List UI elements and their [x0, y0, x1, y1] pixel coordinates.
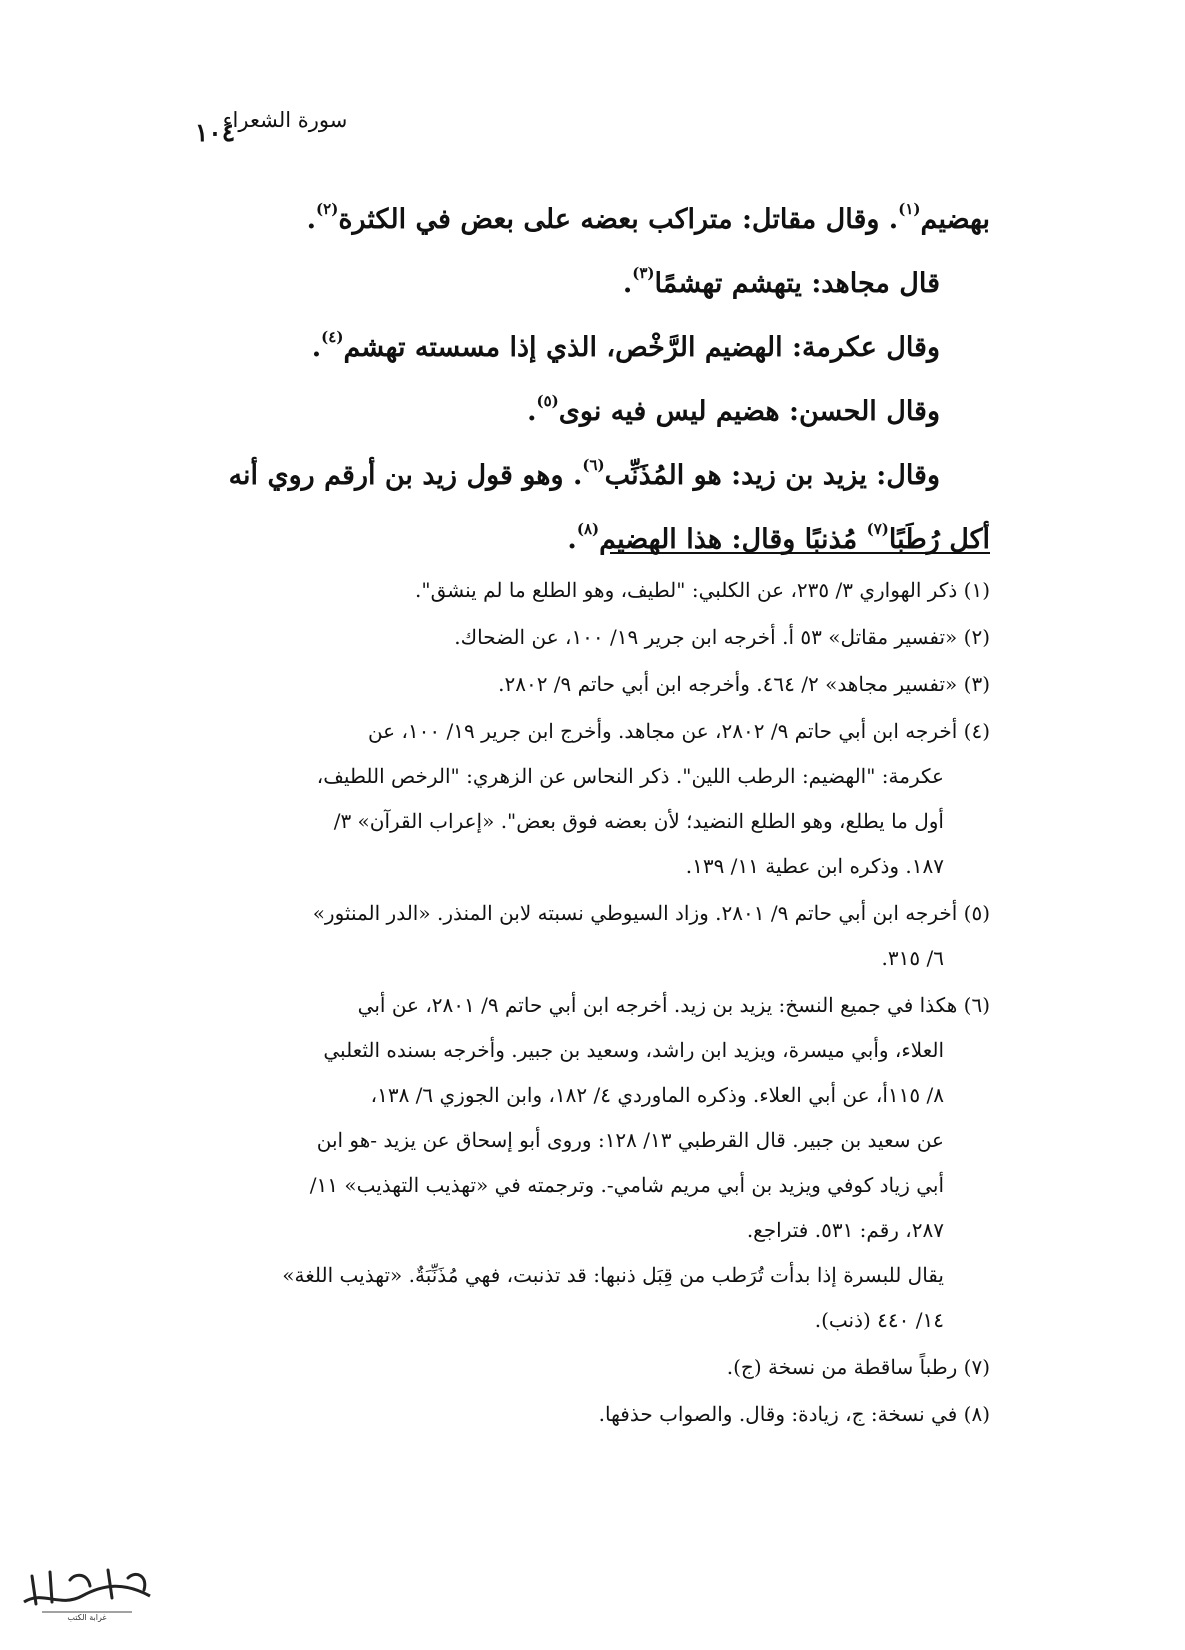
- footnote-marker: (٣): [632, 264, 655, 282]
- body-line: أكل رُطَبًا$^{(٧)}$ مُذنبًا وقال: هذا الهضيم$^{(٨)}$.: [567, 520, 990, 555]
- footnotes: [140, 568, 990, 1439]
- footnote-line: ٢٨٧، رقم: ٥٣١. فتراجع.: [746, 1218, 944, 1242]
- body-line: وقال عكرمة: الهضيم الرَّخْص، الذي إذا مسسته تهشم$^{(٤)}$.: [311, 328, 940, 363]
- body-line: بهضيم$^{(١)}$. وقال مقاتل: متراكب بعضه على بعض في الكثرة$^{(٢)}$.: [306, 200, 990, 235]
- footnote-marker: (٦): [582, 456, 605, 474]
- footnote-line: ٦/ ٣١٥.: [881, 946, 944, 970]
- footnote-separator: [610, 552, 990, 554]
- footnote-marker: (٢): [316, 200, 339, 218]
- footnote-line: العلاء، وأبي ميسرة، ويزيد ابن راشد، وسعيد بن جبير. وأخرجه بسنده الثعلبي: [323, 1038, 944, 1062]
- footnote-line: (٨) في نسخة: ج، زيادة: وقال. والصواب حذفها.: [598, 1402, 990, 1426]
- footnote: [140, 1392, 990, 1437]
- footnote: [140, 568, 990, 613]
- footnote-marker: (٥): [536, 392, 559, 410]
- footnote-line: عن سعيد بن جبير. قال القرطبي ١٣/ ١٢٨: وروى أبو إسحاق عن يزيد -هو ابن: [316, 1128, 944, 1152]
- footnote: [140, 891, 990, 981]
- page-number: ١٠٤: [194, 118, 236, 147]
- footnote-line: يقال للبسرة إذا بدأت تُرَطب من قِبَل ذنبها: قد تذنبت، فهي مُذَنِّبَةٌ. «تهذيب اللغة»: [282, 1263, 944, 1287]
- footnote-line: ١٤/ ٤٤٠ (ذنب).: [814, 1308, 944, 1332]
- footnote-line: (٥) أخرجه ابن أبي حاتم ٩/ ٢٨٠١. وزاد السيوطي نسبته لابن المنذر. «الدر المنثور»: [312, 901, 990, 925]
- footnote-marker: (١): [898, 200, 921, 218]
- footnote-line: أبي زياد كوفي ويزيد بن أبي مريم شامي-. وترجمته في «تهذيب التهذيب» ١١/: [309, 1173, 944, 1197]
- footnote-marker: (٧): [866, 520, 889, 538]
- publisher-logo-icon: [12, 1552, 162, 1622]
- footnote: [140, 662, 990, 707]
- running-header-title: سورة الشعراء: [222, 108, 348, 132]
- footnote-line: عكرمة: "الهضيم: الرطب اللين". ذكر النحاس عن الزهري: "الرخص اللطيف،: [316, 764, 944, 788]
- main-text: [140, 188, 990, 572]
- footnote: [140, 615, 990, 660]
- body-line: وقال الحسن: هضيم ليس فيه نوى$^{(٥)}$.: [527, 392, 940, 427]
- footnote: [140, 983, 990, 1343]
- footnote-line: (٣) «تفسير مجاهد» ٢/ ٤٦٤. وأخرجه ابن أبي حاتم ٩/ ٢٨٠٢.: [498, 672, 990, 696]
- footnote-line: (٧) رطباً ساقطة من نسخة (ج).: [726, 1355, 990, 1379]
- svg-text:غرابة الكتب: غرابة الكتب: [67, 1613, 107, 1622]
- body-line: قال مجاهد: يتهشم تهشمًا$^{(٣)}$.: [622, 264, 940, 299]
- footnote-line: (٤) أخرجه ابن أبي حاتم ٩/ ٢٨٠٢، عن مجاهد. وأخرج ابن جرير ١٩/ ١٠٠، عن: [367, 719, 990, 743]
- footnote-marker: (٨): [576, 520, 600, 538]
- footnote-line: (٢) «تفسير مقاتل» ٥٣ أ. أخرجه ابن جرير ١٩/ ١٠٠، عن الضحاك.: [454, 625, 990, 649]
- footnote-line: ١٨٧. وذكره ابن عطية ١١/ ١٣٩.: [685, 854, 944, 878]
- footnote-line: أول ما يطلع، وهو الطلع النضيد؛ لأن بعضه فوق بعض". «إعراب القرآن» ٣/: [333, 809, 944, 833]
- footnote-line: (٦) هكذا في جميع النسخ: يزيد بن زيد. أخرجه ابن أبي حاتم ٩/ ٢٨٠١، عن أبي: [357, 993, 990, 1017]
- footnote: [140, 709, 990, 889]
- body-line: وقال: يزيد بن زيد: هو المُذَنِّب$^{(٦)}$. وهو قول زيد بن أرقم روي أنه: [228, 456, 940, 491]
- footnote: [140, 1345, 990, 1390]
- footnote-line: ٨/ ١١٥أ، عن أبي العلاء. وذكره الماوردي ٤/ ١٨٢، وابن الجوزي ٦/ ١٣٨،: [370, 1083, 944, 1107]
- footnote-marker: (٤): [321, 328, 344, 346]
- footnote-line: (١) ذكر الهواري ٣/ ٢٣٥، عن الكلبي: "لطيف، وهو الطلع ما لم ينشق".: [415, 578, 990, 602]
